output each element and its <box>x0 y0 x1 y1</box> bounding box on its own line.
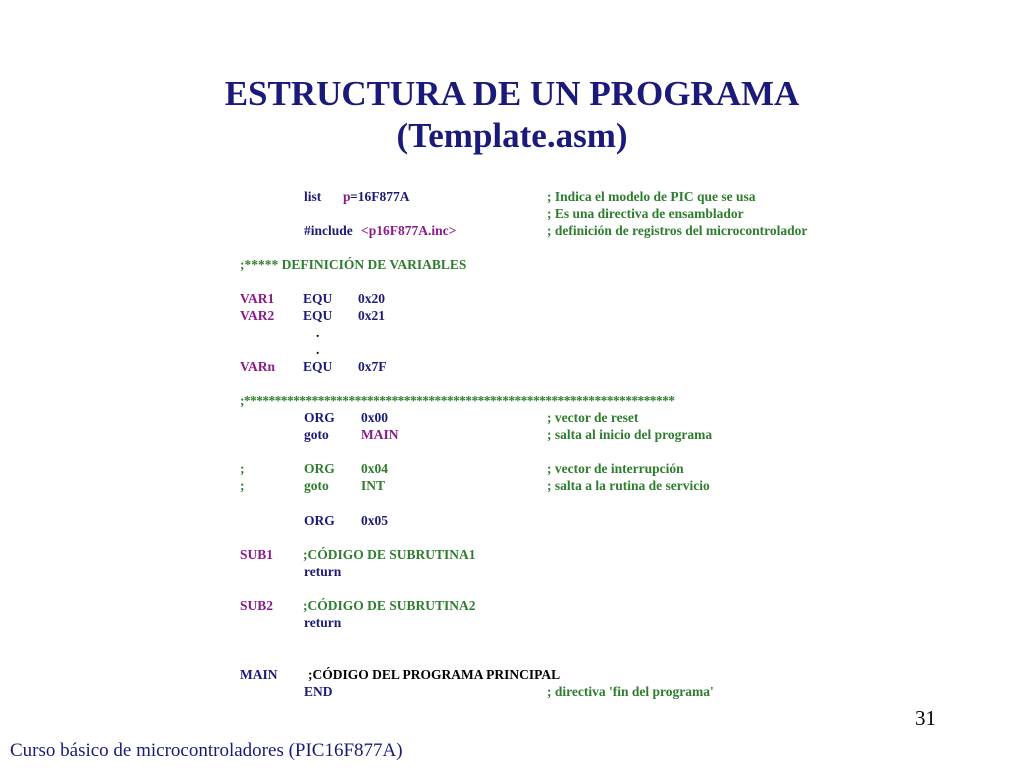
goto-main-target: MAIN <box>361 427 399 442</box>
sub2-label: SUB2 <box>240 598 274 613</box>
sub1-return: return <box>304 564 342 579</box>
var2-label: VAR2 <box>240 308 275 323</box>
ellipsis-dot: . <box>316 325 320 340</box>
comment-end: ; directiva 'fin del programa' <box>547 684 714 699</box>
comment-interrupt: ; vector de interrupción <box>547 461 684 476</box>
var2-value: 0x21 <box>358 308 385 323</box>
include-file: <p16F877A.inc> <box>361 223 457 238</box>
comment-start: ; salta al inicio del programa <box>547 427 713 442</box>
list-directive: list <box>304 189 322 204</box>
page-subtitle: (Template.asm) <box>396 116 628 155</box>
var1-equ: EQU <box>303 291 333 306</box>
ellipsis-dot: . <box>316 342 320 357</box>
comment-semicolon: ; <box>240 478 245 493</box>
sub2-comment: ;CÓDIGO DE SUBRUTINA2 <box>303 598 476 613</box>
comment-service: ; salta a la rutina de servicio <box>547 478 710 493</box>
org-reset-value: 0x00 <box>361 410 388 425</box>
sub2-return: return <box>304 615 342 630</box>
var1-value: 0x20 <box>358 291 385 306</box>
comment-variables-header: ;***** DEFINICIÓN DE VARIABLES <box>240 257 467 272</box>
slide-number: 31 <box>915 706 936 730</box>
page-title: ESTRUCTURA DE UN PROGRAMA <box>224 74 800 113</box>
include-directive: #include <box>304 223 353 238</box>
varn-value: 0x7F <box>358 359 387 374</box>
comment-model: ; Indica el modelo de PIC que se usa <box>547 189 756 204</box>
sub1-comment: ;CÓDIGO DE SUBRUTINA1 <box>303 547 476 562</box>
org-int-value: 0x04 <box>361 461 388 476</box>
varn-label: VARn <box>240 359 276 374</box>
org-code-directive: ORG <box>304 513 335 528</box>
comment-reset: ; vector de reset <box>547 410 639 425</box>
org-code-value: 0x05 <box>361 513 388 528</box>
org-reset-directive: ORG <box>304 410 335 425</box>
list-p-param: p <box>343 189 351 204</box>
list-processor-value: =16F877A <box>350 189 410 204</box>
goto-main-instruction: goto <box>304 427 329 442</box>
var2-equ: EQU <box>303 308 333 323</box>
comment-semicolon: ; <box>240 461 245 476</box>
goto-int-target: INT <box>361 478 386 493</box>
goto-int-instruction: goto <box>304 478 329 493</box>
end-directive: END <box>304 684 333 699</box>
varn-equ: EQU <box>303 359 333 374</box>
var1-label: VAR1 <box>240 291 275 306</box>
footer-course-title: Curso básico de microcontroladores (PIC16F877A) <box>10 740 403 761</box>
main-label: MAIN <box>240 667 278 682</box>
sub1-label: SUB1 <box>240 547 274 562</box>
org-int-directive: ORG <box>304 461 335 476</box>
main-comment: ;CÓDIGO DEL PROGRAMA PRINCIPAL <box>308 667 561 682</box>
separator-line: ;********************************************************************** <box>240 393 675 408</box>
comment-registers: ; definición de registros del microcontrolador <box>547 223 808 238</box>
comment-directive: ; Es una directiva de ensamblador <box>547 206 744 221</box>
